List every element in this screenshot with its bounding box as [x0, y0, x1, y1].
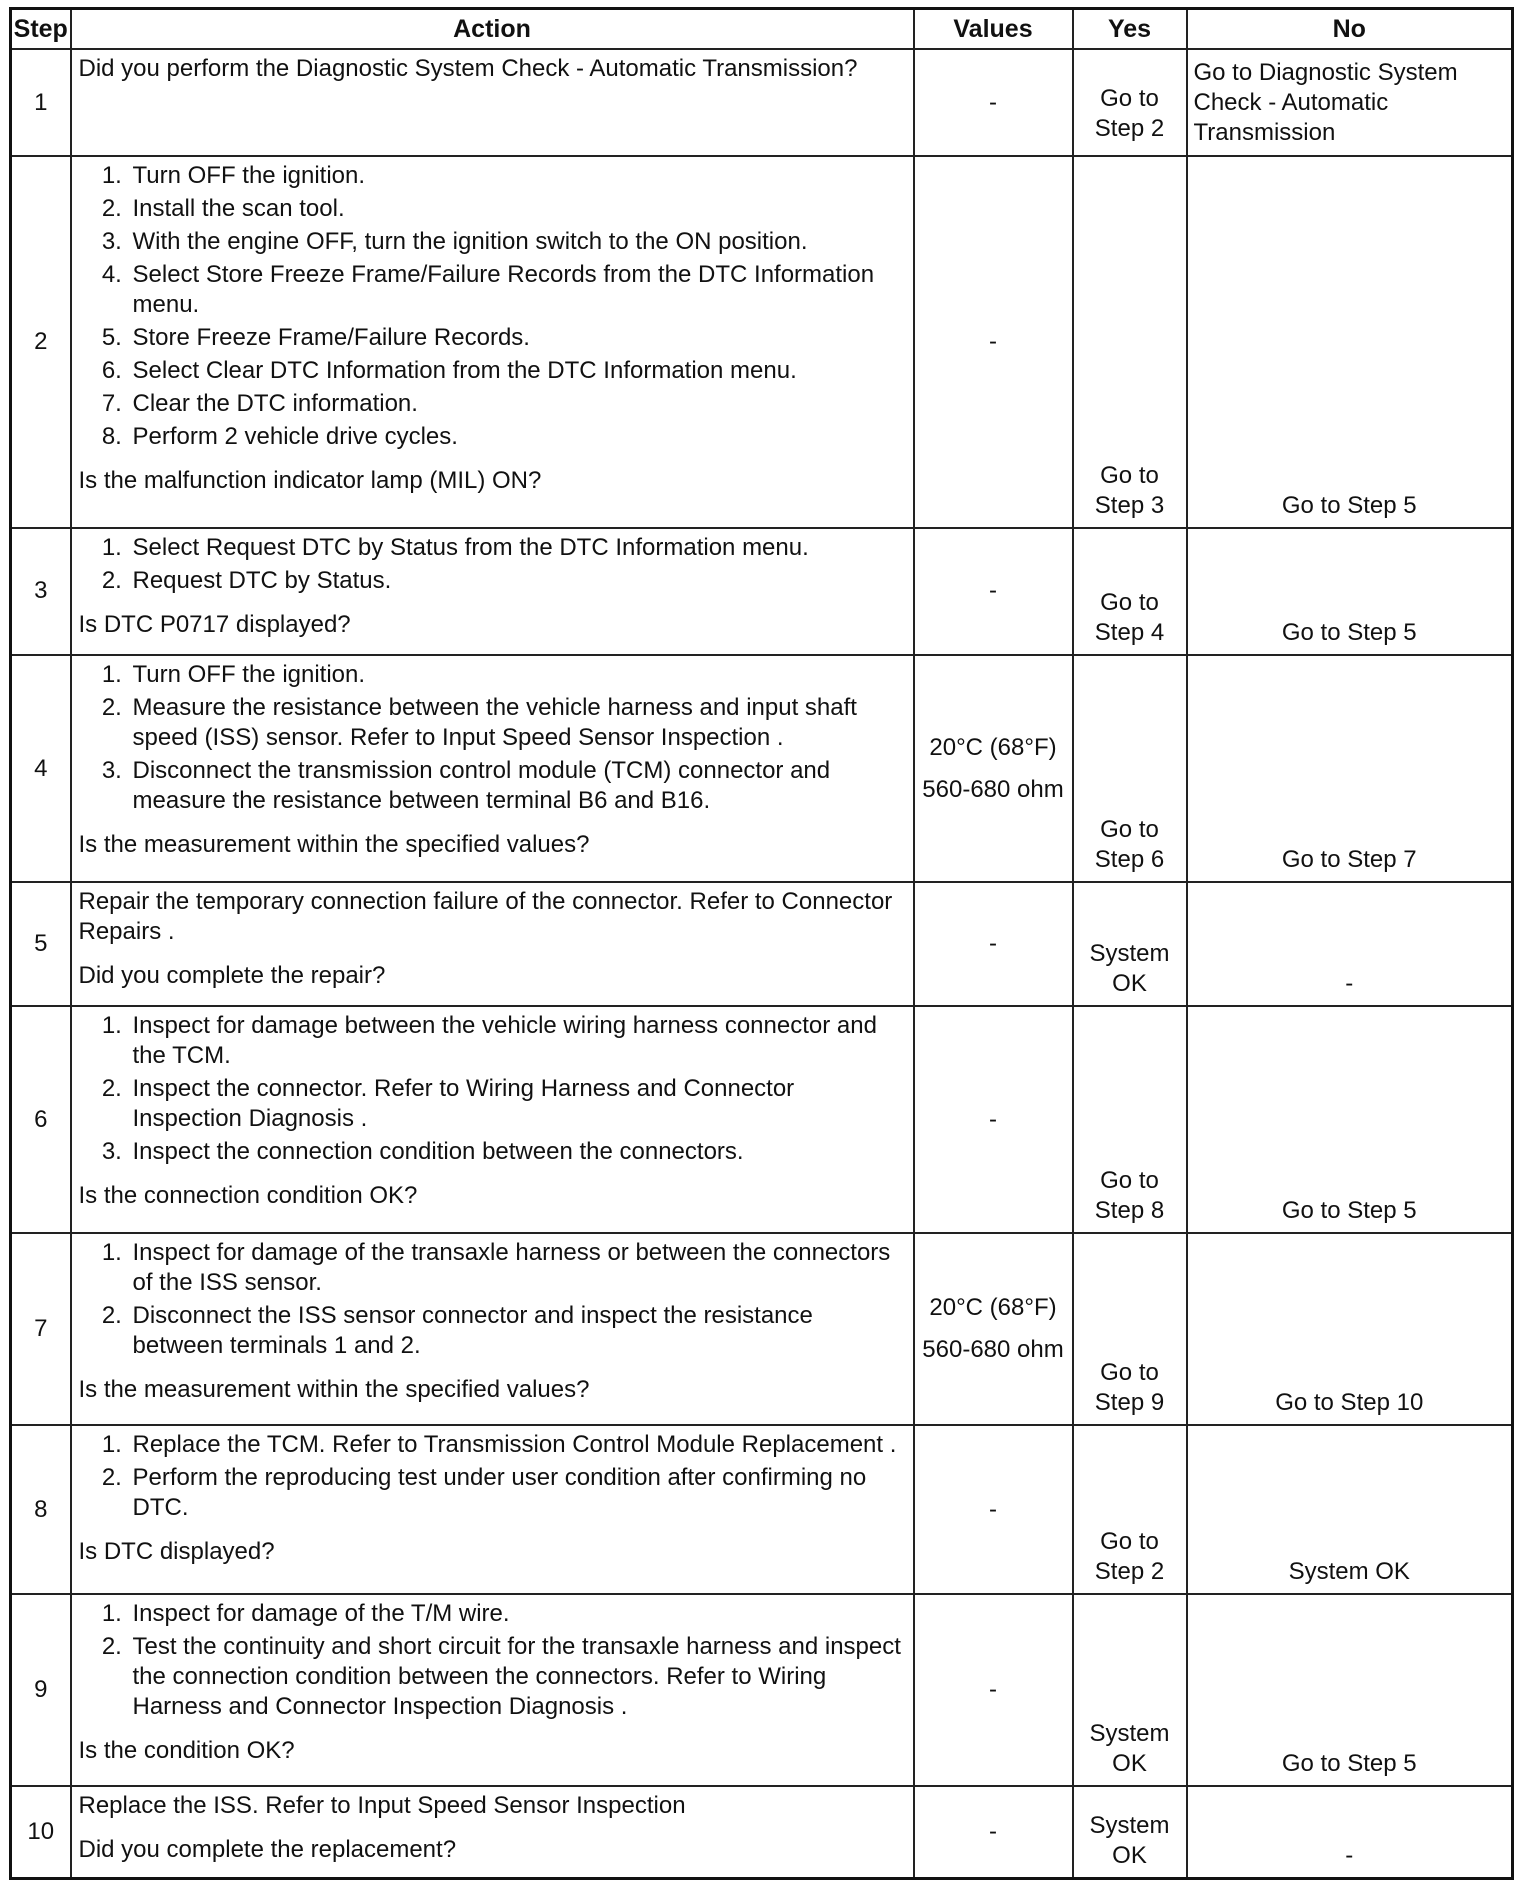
values-cell: [914, 1233, 1073, 1425]
value-text: 560-680 ohm: [922, 775, 1064, 803]
step-number: 7: [11, 1233, 71, 1425]
value-text: 560-680 ohm: [922, 1336, 1064, 1364]
action-step: 1. Turn OFF the ignition.: [129, 660, 905, 690]
value-text: -: [989, 1675, 997, 1703]
no-result: Go to Step 5: [1187, 1006, 1513, 1233]
yes-result: Go to Step 8: [1073, 1006, 1187, 1233]
step-number: 10: [11, 1786, 71, 1879]
action-cell: [71, 655, 914, 882]
table-row: [11, 1006, 1513, 1233]
step-number: 3: [11, 528, 71, 655]
action-step: 1. Select Request DTC by Status from the DTC Information menu.: [129, 533, 905, 563]
table-row: [11, 1594, 1513, 1786]
action-cell: [71, 882, 914, 1006]
values-cell: [914, 1594, 1073, 1786]
values-cell: [914, 1006, 1073, 1233]
action-question: Is the measurement within the specified values?: [78, 831, 590, 859]
step-number: 2: [11, 156, 71, 528]
values-cell: [914, 1425, 1073, 1594]
action-step: 7. Clear the DTC information.: [129, 389, 905, 419]
action-step: 4. Select Store Freeze Frame/Failure Records from the DTC Information menu.: [129, 260, 905, 320]
action-cell: [71, 49, 914, 156]
action-cell: [71, 156, 914, 528]
action-question: Is DTC displayed?: [78, 1537, 275, 1565]
action-step: 2. Disconnect the ISS sensor connector and inspect the resistance between terminals 1 and 2.: [129, 1301, 905, 1361]
action-step: 3. With the engine OFF, turn the ignition switch to the ON position.: [129, 227, 905, 257]
step-number: 1: [11, 49, 71, 156]
action-step: 1. Inspect for damage of the T/M wire.: [129, 1599, 905, 1629]
step-number: 8: [11, 1425, 71, 1594]
action-step: 2. Inspect the connector. Refer to Wiring Harness and Connector Inspection Diagnosis .: [129, 1074, 905, 1134]
table-row: [11, 156, 1513, 528]
no-result: Go to Diagnostic System Check - Automatic Transmission: [1187, 49, 1513, 156]
value-text: -: [989, 577, 997, 605]
action-steps: [79, 161, 905, 452]
diagnostic-table-document: [9, 7, 1511, 1880]
action-cell: [71, 1594, 914, 1786]
value-text: -: [989, 1105, 997, 1133]
table-row: [11, 528, 1513, 655]
action-step: 2. Perform the reproducing test under user condition after confirming no DTC.: [129, 1463, 905, 1523]
yes-result: System OK: [1073, 1786, 1187, 1879]
action-steps: [79, 1430, 905, 1523]
no-result: -: [1187, 882, 1513, 1006]
values-cell: [914, 528, 1073, 655]
action-question: Is the measurement within the specified values?: [78, 1376, 590, 1404]
header-values: Values: [914, 9, 1073, 50]
values-cell: [914, 49, 1073, 156]
action-question: Is the malfunction indicator lamp (MIL) ON?: [78, 467, 542, 495]
action-question: Did you complete the replacement?: [78, 1835, 457, 1863]
no-result: Go to Step 5: [1187, 528, 1513, 655]
value-text: -: [989, 1817, 997, 1845]
action-cell: [71, 528, 914, 655]
table-row: [11, 655, 1513, 882]
value-text: 20°C (68°F): [929, 733, 1057, 761]
table-row: [11, 1233, 1513, 1425]
table-row: [11, 49, 1513, 156]
action-step: 1. Replace the TCM. Refer to Transmission Control Module Replacement .: [129, 1430, 905, 1460]
action-step: 8. Perform 2 vehicle drive cycles.: [129, 422, 905, 452]
value-text: 20°C (68°F): [929, 1294, 1057, 1322]
action-step: 2. Install the scan tool.: [129, 194, 905, 224]
action-cell: [71, 1233, 914, 1425]
action-steps: [79, 1599, 905, 1722]
step-number: 6: [11, 1006, 71, 1233]
yes-result: System OK: [1073, 882, 1187, 1006]
header-yes: Yes: [1073, 9, 1187, 50]
header-step: Step: [11, 9, 71, 50]
action-step: 6. Select Clear DTC Information from the DTC Information menu.: [129, 356, 905, 386]
yes-result: Go to Step 4: [1073, 528, 1187, 655]
action-step: 3. Disconnect the transmission control module (TCM) connector and measure the resistance between terminal B6 and B16.: [129, 756, 905, 816]
value-text: -: [989, 1495, 997, 1523]
values-cell: [914, 655, 1073, 882]
step-number: 5: [11, 882, 71, 1006]
yes-result: Go to Step 2: [1073, 49, 1187, 156]
yes-result: Go to Step 9: [1073, 1233, 1187, 1425]
no-result: System OK: [1187, 1425, 1513, 1594]
no-result: Go to Step 5: [1187, 1594, 1513, 1786]
header-no: No: [1187, 9, 1513, 50]
action-steps: [79, 660, 905, 816]
value-text: -: [989, 930, 997, 958]
action-steps: [79, 1238, 905, 1361]
action-question: Is the condition OK?: [78, 1737, 295, 1765]
header-row: [11, 9, 1513, 50]
action-text: Repair the temporary connection failure of the connector. Refer to Connector Repairs .: [78, 888, 893, 946]
action-cell: [71, 1425, 914, 1594]
no-result: Go to Step 5: [1187, 156, 1513, 528]
no-result: Go to Step 7: [1187, 655, 1513, 882]
action-step: 5. Store Freeze Frame/Failure Records.: [129, 323, 905, 353]
step-number: 4: [11, 655, 71, 882]
yes-result: Go to Step 3: [1073, 156, 1187, 528]
value-text: -: [989, 327, 997, 355]
table-row: [11, 1425, 1513, 1594]
action-step: 2. Request DTC by Status.: [129, 566, 905, 596]
action-question: Is the connection condition OK?: [78, 1182, 418, 1210]
action-step: 2. Test the continuity and short circuit for the transaxle harness and inspect the connection condition between the connectors. Refer to Wiring Harness and Connector Inspection Diagnosis .: [129, 1632, 905, 1722]
values-cell: [914, 156, 1073, 528]
action-text: Did you perform the Diagnostic System Check - Automatic Transmission?: [78, 55, 858, 82]
action-question: Is DTC P0717 displayed?: [78, 610, 351, 638]
table-row: [11, 1786, 1513, 1879]
step-number: 9: [11, 1594, 71, 1786]
no-result: Go to Step 10: [1187, 1233, 1513, 1425]
action-step: 2. Measure the resistance between the vehicle harness and input shaft speed (ISS) sensor. Refer to Input Speed Sensor Inspection .: [129, 693, 905, 753]
value-text: -: [989, 88, 997, 116]
action-step: 3. Inspect the connection condition between the connectors.: [129, 1137, 905, 1167]
action-steps: [79, 533, 905, 596]
diagnostic-table: [9, 7, 1514, 1880]
action-step: 1. Inspect for damage between the vehicle wiring harness connector and the TCM.: [129, 1011, 905, 1071]
yes-result: Go to Step 6: [1073, 655, 1187, 882]
action-question: Did you complete the repair?: [78, 962, 386, 990]
action-cell: [71, 1006, 914, 1233]
values-cell: [914, 1786, 1073, 1879]
no-result: -: [1187, 1786, 1513, 1879]
yes-result: System OK: [1073, 1594, 1187, 1786]
action-step: 1. Inspect for damage of the transaxle harness or between the connectors of the ISS sensor.: [129, 1238, 905, 1298]
action-step: 1. Turn OFF the ignition.: [129, 161, 905, 191]
table-row: [11, 882, 1513, 1006]
action-steps: [79, 1011, 905, 1167]
yes-result: Go to Step 2: [1073, 1425, 1187, 1594]
header-action: Action: [71, 9, 914, 50]
action-cell: [71, 1786, 914, 1879]
action-text: Replace the ISS. Refer to Input Speed Sensor Inspection: [78, 1791, 686, 1819]
values-cell: [914, 882, 1073, 1006]
